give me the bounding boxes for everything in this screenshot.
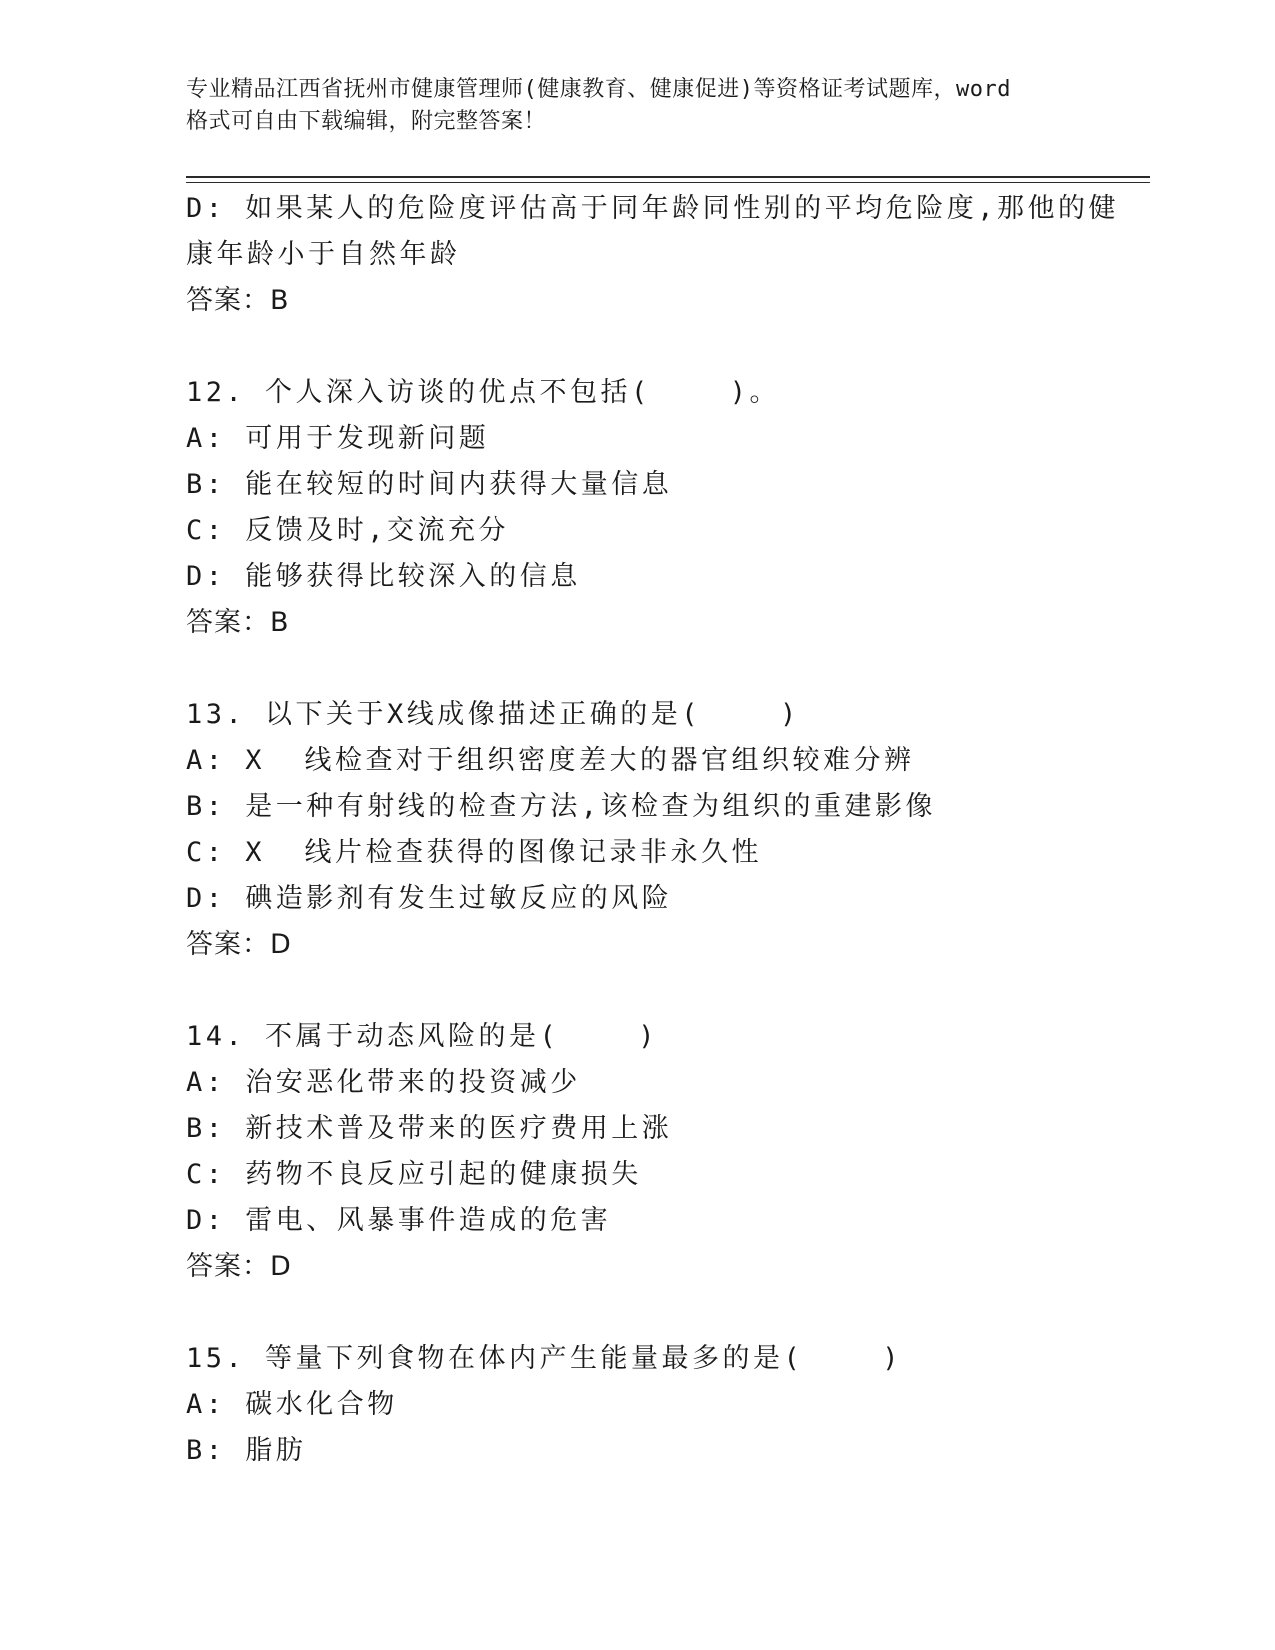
option-d: D: 碘造影剂有发生过敏反应的风险	[186, 883, 673, 914]
answer: 答案：D	[186, 929, 292, 960]
spacer	[186, 324, 1086, 370]
option-d-continued: 康年龄小于自然年龄	[186, 239, 461, 270]
answer: 答案：B	[186, 285, 290, 316]
option-c: C: 反馈及时,交流充分	[186, 515, 510, 546]
option-b: B: 能在较短的时间内获得大量信息	[186, 469, 673, 500]
header-divider-thick	[186, 176, 1150, 178]
question-title: 12. 个人深入访谈的优点不包括( )。	[186, 377, 781, 408]
question-title: 14. 不属于动态风险的是( )	[186, 1021, 659, 1052]
option-a: A: X 线检查对于组织密度差大的器官组织较难分辨	[186, 745, 915, 776]
question-13	[186, 692, 1086, 968]
question-list	[186, 186, 1120, 1474]
option-b: B: 是一种有射线的检查方法,该检查为组织的重建影像	[186, 791, 937, 822]
header-line-2: 格式可自由下载编辑，附完整答案！	[186, 109, 547, 134]
option-a: A: 可用于发现新问题	[186, 423, 490, 454]
document-header	[186, 74, 1086, 138]
option-d: D: 如果某人的危险度评估高于同年龄同性别的平均危险度,那他的健	[186, 193, 1120, 224]
spacer	[186, 968, 1086, 1014]
option-d: D: 能够获得比较深入的信息	[186, 561, 581, 592]
question-12	[186, 370, 1086, 646]
question-15	[186, 1336, 1086, 1474]
question-title: 13. 以下关于X线成像描述正确的是( )	[186, 699, 800, 730]
option-c: C: 药物不良反应引起的健康损失	[186, 1159, 642, 1190]
option-a: A: 碳水化合物	[186, 1389, 398, 1420]
option-c: C: X 线片检查获得的图像记录非永久性	[186, 837, 763, 868]
option-b: B: 新技术普及带来的医疗费用上涨	[186, 1113, 673, 1144]
option-b: B: 脂肪	[186, 1435, 307, 1466]
spacer	[186, 1290, 1086, 1336]
option-d: D: 雷电、风暴事件造成的危害	[186, 1205, 612, 1236]
option-a: A: 治安恶化带来的投资减少	[186, 1067, 581, 1098]
header-divider-thin	[186, 182, 1150, 183]
question-title: 15. 等量下列食物在体内产生能量最多的是( )	[186, 1343, 903, 1374]
question-14	[186, 1014, 1086, 1290]
question-11-continued	[186, 186, 1120, 324]
answer: 答案：D	[186, 1251, 292, 1282]
spacer	[186, 646, 1086, 692]
answer: 答案：B	[186, 607, 290, 638]
header-line-1: 专业精品江西省抚州市健康管理师(健康教育、健康促进)等资格证考试题库，word	[186, 77, 1011, 102]
